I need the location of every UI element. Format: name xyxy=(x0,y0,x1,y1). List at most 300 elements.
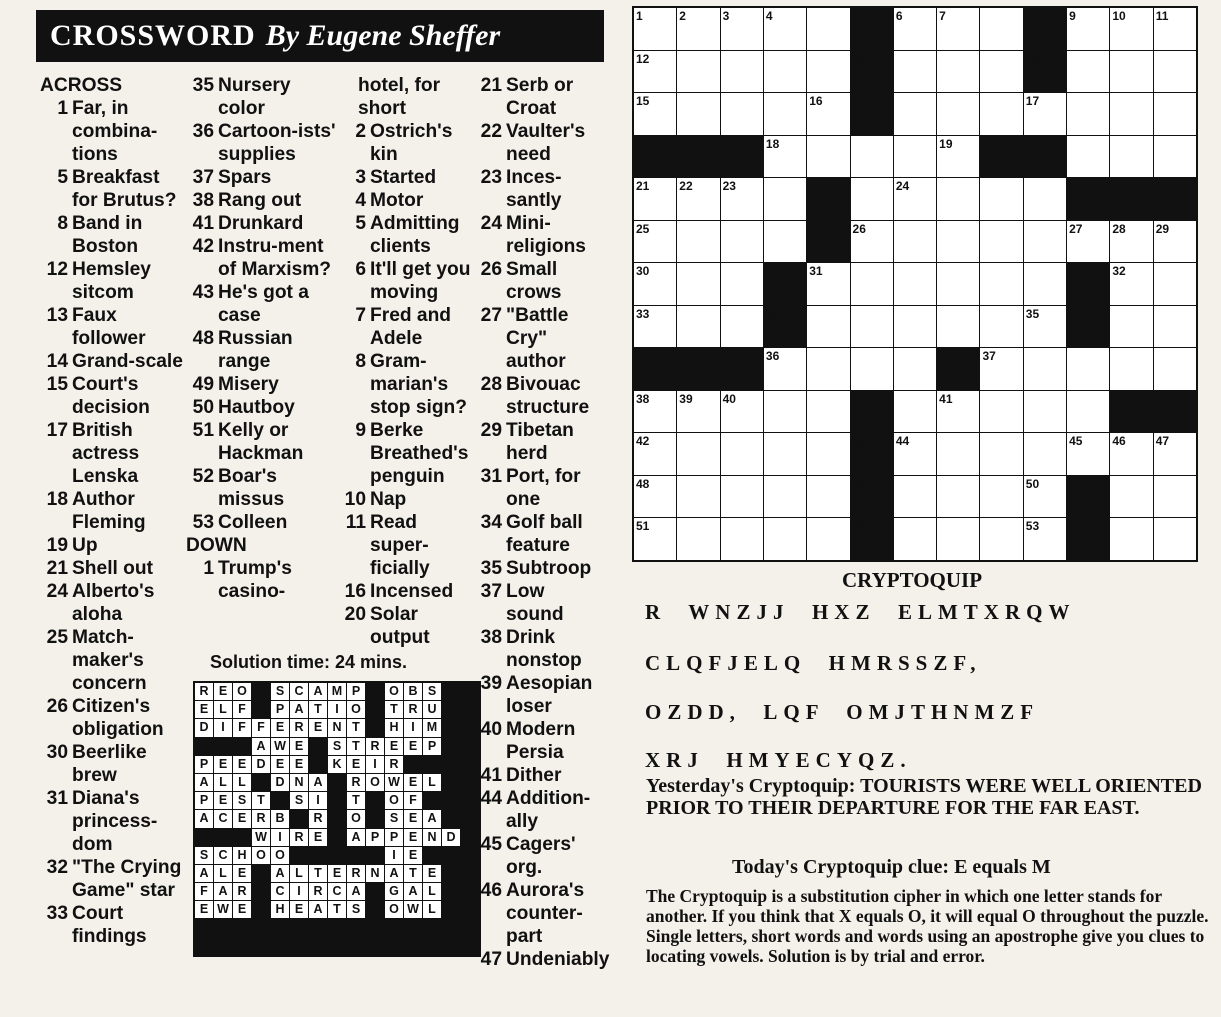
clue-number: 37 xyxy=(480,581,502,602)
grid-cell[interactable] xyxy=(894,8,936,50)
grid-cell[interactable] xyxy=(1067,93,1109,135)
grid-cell[interactable] xyxy=(807,476,849,518)
grid-cell[interactable] xyxy=(894,93,936,135)
grid-cell[interactable] xyxy=(807,8,849,50)
grid-cell[interactable] xyxy=(721,476,763,518)
clue-number: 5 xyxy=(355,213,366,234)
cell-number: 38 xyxy=(636,391,650,406)
cell-number: 33 xyxy=(636,306,650,321)
cryptoquip-clue: Today's Cryptoquip clue: E equals M xyxy=(732,856,1051,878)
solution-cell: S xyxy=(347,901,365,918)
solution-cell xyxy=(233,829,251,846)
clue-text: Ostrich's kin xyxy=(370,121,453,165)
grid-cell[interactable] xyxy=(980,178,1022,220)
grid-cell[interactable] xyxy=(851,348,893,390)
clue-text: British actress Lenska xyxy=(72,420,140,487)
grid-cell[interactable] xyxy=(764,8,806,50)
grid-cell[interactable] xyxy=(851,178,893,220)
solution-cell: R xyxy=(252,810,270,827)
solution-cell: R xyxy=(385,756,403,773)
solution-cell: F xyxy=(195,883,213,900)
clue-number: 24 xyxy=(480,213,502,234)
grid-cell[interactable] xyxy=(764,476,806,518)
clue-item xyxy=(338,603,472,649)
clue-text: Solar output xyxy=(370,604,430,648)
grid-cell[interactable] xyxy=(1154,221,1196,263)
grid-cell[interactable] xyxy=(634,93,676,135)
cell-number: 42 xyxy=(636,434,650,449)
grid-cell[interactable] xyxy=(721,8,763,50)
grid-cell[interactable] xyxy=(851,306,893,348)
cell-number: 48 xyxy=(636,476,650,491)
grid-cell[interactable] xyxy=(721,433,763,475)
grid-cell[interactable] xyxy=(937,518,979,560)
solution-cell: F xyxy=(404,792,422,809)
grid-cell[interactable] xyxy=(1067,136,1109,178)
grid-cell[interactable] xyxy=(937,476,979,518)
clue-item xyxy=(338,120,472,166)
grid-cell[interactable] xyxy=(1110,51,1152,93)
solution-cell: U xyxy=(423,701,441,718)
grid-cell[interactable] xyxy=(807,263,849,305)
cell-number: 12 xyxy=(636,51,650,66)
solution-cell: P xyxy=(195,756,213,773)
solution-cell: E xyxy=(290,738,308,755)
grid-cell[interactable] xyxy=(1024,306,1066,348)
grid-cell[interactable] xyxy=(980,51,1022,93)
grid-cell[interactable] xyxy=(894,476,936,518)
grid-cell[interactable] xyxy=(764,221,806,263)
solution-cell: O xyxy=(385,792,403,809)
cell-number: 1 xyxy=(636,9,643,23)
cell-number: 25 xyxy=(636,221,650,236)
clue-text: Undeniably xyxy=(506,949,610,970)
clue-text: Breakfast for Brutus? xyxy=(72,167,177,211)
grid-cell[interactable] xyxy=(1024,348,1066,390)
grid-cell[interactable] xyxy=(980,476,1022,518)
cell-number: 27 xyxy=(1069,221,1083,236)
solution-cell xyxy=(461,883,479,900)
clue-item xyxy=(474,419,604,465)
grid-cell[interactable] xyxy=(1067,391,1109,433)
grid-cell[interactable] xyxy=(894,433,936,475)
grid-cell[interactable] xyxy=(1067,8,1109,50)
grid-cell[interactable] xyxy=(677,433,719,475)
solution-cell xyxy=(328,774,346,791)
solution-cell xyxy=(290,919,308,936)
solution-cell xyxy=(309,938,327,955)
clue-item xyxy=(186,189,336,212)
solution-cell xyxy=(252,919,270,936)
grid-cell[interactable] xyxy=(807,93,849,135)
grid-cell[interactable] xyxy=(634,476,676,518)
solution-cell: A xyxy=(290,701,308,718)
grid-cell[interactable] xyxy=(677,306,719,348)
grid-cell[interactable] xyxy=(677,221,719,263)
clue-number: 48 xyxy=(192,328,214,349)
solution-cell xyxy=(366,919,384,936)
grid-cell[interactable] xyxy=(677,391,719,433)
clue-item xyxy=(474,166,604,212)
grid-cell[interactable] xyxy=(1024,263,1066,305)
solution-cell xyxy=(442,683,460,700)
grid-cell[interactable] xyxy=(764,518,806,560)
clue-number: 44 xyxy=(480,788,502,809)
clue-item xyxy=(40,166,186,212)
grid-cell[interactable] xyxy=(634,391,676,433)
clue-item xyxy=(474,879,604,948)
grid-cell[interactable] xyxy=(764,51,806,93)
grid-cell[interactable] xyxy=(894,391,936,433)
grid-cell[interactable] xyxy=(721,306,763,348)
grid-cell[interactable] xyxy=(980,348,1022,390)
grid-cell[interactable] xyxy=(721,93,763,135)
solution-cell xyxy=(366,810,384,827)
solution-cell xyxy=(366,883,384,900)
grid-cell[interactable] xyxy=(937,221,979,263)
grid-cell[interactable] xyxy=(1024,221,1066,263)
clue-text: Tibetan herd xyxy=(506,420,574,464)
solution-cell: S xyxy=(195,847,213,864)
clue-number: 52 xyxy=(192,466,214,487)
clue-number: 14 xyxy=(46,351,68,372)
clue-number: 7 xyxy=(355,305,366,326)
grid-cell[interactable] xyxy=(634,221,676,263)
grid-cell[interactable] xyxy=(937,178,979,220)
grid-cell[interactable] xyxy=(1110,93,1152,135)
black-square xyxy=(677,136,719,178)
clue-number: 51 xyxy=(192,420,214,441)
grid-cell[interactable] xyxy=(677,8,719,50)
clue-number: 13 xyxy=(46,305,68,326)
grid-cell[interactable] xyxy=(894,178,936,220)
grid-cell[interactable] xyxy=(894,518,936,560)
cell-number: 26 xyxy=(852,221,866,236)
grid-cell[interactable] xyxy=(894,263,936,305)
grid-cell[interactable] xyxy=(807,306,849,348)
solution-cell: N xyxy=(366,865,384,882)
grid-cell[interactable] xyxy=(1110,306,1152,348)
solution-cell: E xyxy=(271,719,289,736)
grid-cell[interactable] xyxy=(721,263,763,305)
grid-cell[interactable] xyxy=(851,221,893,263)
solution-cell: C xyxy=(214,810,232,827)
clue-text: Faux follower xyxy=(72,305,146,349)
grid-cell[interactable] xyxy=(937,93,979,135)
grid-cell[interactable] xyxy=(980,433,1022,475)
solution-cell: R xyxy=(290,829,308,846)
clue-item xyxy=(474,626,604,672)
clue-text: He's got a case xyxy=(218,282,309,326)
solution-cell: H xyxy=(271,901,289,918)
grid-cell[interactable] xyxy=(764,136,806,178)
solution-cell: E xyxy=(233,756,251,773)
solution-cell: A xyxy=(309,683,327,700)
grid-cell[interactable] xyxy=(1110,433,1152,475)
clue-text: Shell out xyxy=(72,558,154,579)
grid-cell[interactable] xyxy=(1110,348,1152,390)
grid-cell[interactable] xyxy=(980,8,1022,50)
clue-number: 16 xyxy=(344,581,366,602)
cell-number: 31 xyxy=(809,264,823,279)
grid-cell[interactable] xyxy=(1024,518,1066,560)
solution-cell xyxy=(252,938,270,955)
solution-cell: A xyxy=(214,883,232,900)
grid-cell[interactable] xyxy=(980,306,1022,348)
grid-cell[interactable] xyxy=(937,8,979,50)
clue-text: Cagers' org. xyxy=(506,834,576,878)
solution-cell: H xyxy=(233,847,251,864)
grid-cell[interactable] xyxy=(721,51,763,93)
grid-cell[interactable] xyxy=(851,263,893,305)
clue-text: Started xyxy=(370,167,437,188)
grid-cell[interactable] xyxy=(634,433,676,475)
grid-cell[interactable] xyxy=(807,518,849,560)
clue-number: 30 xyxy=(46,742,68,763)
grid-cell[interactable] xyxy=(980,518,1022,560)
cell-number: 13 xyxy=(852,51,866,66)
grid-cell[interactable] xyxy=(634,51,676,93)
grid-cell[interactable] xyxy=(1154,51,1196,93)
grid-cell[interactable] xyxy=(980,221,1022,263)
grid-cell[interactable] xyxy=(677,178,719,220)
grid-cell[interactable] xyxy=(634,8,676,50)
grid-cell[interactable] xyxy=(1154,348,1196,390)
grid-cell[interactable] xyxy=(1154,476,1196,518)
grid-cell[interactable] xyxy=(1110,136,1152,178)
grid-cell[interactable] xyxy=(937,433,979,475)
solution-cell xyxy=(214,738,232,755)
solution-cell: W xyxy=(214,901,232,918)
cell-number: 45 xyxy=(1069,434,1083,449)
black-square xyxy=(1067,518,1109,560)
grid-cell[interactable] xyxy=(677,476,719,518)
clue-text: Hemsley sitcom xyxy=(72,259,151,303)
grid-cell[interactable] xyxy=(1067,348,1109,390)
solution-cell: E xyxy=(195,901,213,918)
grid-cell[interactable] xyxy=(1154,136,1196,178)
grid-cell[interactable] xyxy=(1154,518,1196,560)
grid-cell[interactable] xyxy=(721,518,763,560)
solution-cell xyxy=(461,792,479,809)
solution-cell: W xyxy=(404,901,422,918)
black-square xyxy=(851,8,893,50)
grid-cell[interactable] xyxy=(1110,263,1152,305)
clue-number: 53 xyxy=(192,512,214,533)
solution-cell: G xyxy=(385,883,403,900)
solution-cell: E xyxy=(195,701,213,718)
grid-cell[interactable] xyxy=(634,306,676,348)
clue-item xyxy=(40,419,186,488)
black-square xyxy=(1024,136,1066,178)
clue-text: Bivouac structure xyxy=(506,374,590,418)
clue-number: 46 xyxy=(480,880,502,901)
solution-cell: D xyxy=(442,829,460,846)
solution-cell xyxy=(404,756,422,773)
clue-item xyxy=(40,488,186,534)
solution-cell xyxy=(366,792,384,809)
clue-item xyxy=(474,833,604,879)
solution-cell xyxy=(328,847,346,864)
clue-number: 21 xyxy=(46,558,68,579)
grid-cell[interactable] xyxy=(980,93,1022,135)
black-square xyxy=(807,221,849,263)
grid-cell[interactable] xyxy=(1067,221,1109,263)
clue-number: 21 xyxy=(480,75,502,96)
grid-cell[interactable] xyxy=(937,391,979,433)
grid-cell[interactable] xyxy=(721,221,763,263)
cell-number: 35 xyxy=(1025,306,1040,321)
solution-cell xyxy=(214,919,232,936)
black-square xyxy=(937,348,979,390)
grid-cell[interactable] xyxy=(980,391,1022,433)
clue-item xyxy=(40,580,186,626)
grid-cell[interactable] xyxy=(1154,93,1196,135)
clue-number: 9 xyxy=(355,420,366,441)
grid-cell[interactable] xyxy=(634,263,676,305)
clue-text: Aurora's counter-part xyxy=(506,880,585,947)
grid-cell[interactable] xyxy=(1024,476,1066,518)
solution-cell: C xyxy=(328,883,346,900)
solution-cell: A xyxy=(195,865,213,882)
solution-cell xyxy=(366,683,384,700)
solution-cell xyxy=(442,901,460,918)
grid-cell[interactable] xyxy=(634,518,676,560)
grid-cell[interactable] xyxy=(807,348,849,390)
clue-item xyxy=(186,419,336,465)
cryptoquip-instructions: The Cryptoquip is a substitution cipher in which one letter stands for another. If you think that X equals O, it will equal O throughout the puzzle. Single letters, short words and words using an apostrophe give you clues to locating vowels. Solution is by trial and error. xyxy=(646,886,1209,966)
solution-cell: E xyxy=(404,829,422,846)
cell-number: 17 xyxy=(1025,94,1040,109)
grid-cell[interactable] xyxy=(894,221,936,263)
solution-cell xyxy=(442,774,460,791)
grid-cell[interactable] xyxy=(894,51,936,93)
grid-cell[interactable] xyxy=(1024,93,1066,135)
cell-number: 6 xyxy=(895,9,903,23)
grid-cell[interactable] xyxy=(980,263,1022,305)
solution-cell xyxy=(290,847,308,864)
grid-cell[interactable] xyxy=(807,51,849,93)
grid-cell[interactable] xyxy=(1110,8,1152,50)
clue-text: Author Fleming xyxy=(72,489,146,533)
black-square xyxy=(1024,8,1066,50)
grid-cell[interactable] xyxy=(807,433,849,475)
grid-cell[interactable] xyxy=(894,136,936,178)
solution-cell xyxy=(442,738,460,755)
grid-cell[interactable] xyxy=(894,306,936,348)
clue-item xyxy=(40,902,186,948)
solution-cell: T xyxy=(252,792,270,809)
grid-cell[interactable] xyxy=(1154,8,1196,50)
cell-number: 15 xyxy=(636,94,650,109)
grid-cell[interactable] xyxy=(937,136,979,178)
clue-item xyxy=(40,97,186,166)
grid-cell[interactable] xyxy=(1110,518,1152,560)
clue-text: Serb or Croat xyxy=(506,75,574,119)
solution-cell xyxy=(252,901,270,918)
cryptoquip-line: XRJ HMYECYQZ. xyxy=(645,748,912,772)
grid-cell[interactable] xyxy=(1110,221,1152,263)
grid-cell[interactable] xyxy=(764,93,806,135)
clue-text: Citizen's obligation xyxy=(72,696,164,740)
grid-cell[interactable] xyxy=(721,178,763,220)
cell-number: 43 xyxy=(852,434,866,449)
grid-cell[interactable] xyxy=(1067,433,1109,475)
solution-cell: A xyxy=(252,738,270,755)
solution-cell xyxy=(442,865,460,882)
solution-cell: E xyxy=(233,810,251,827)
grid-cell[interactable] xyxy=(937,263,979,305)
black-square xyxy=(721,136,763,178)
solution-cell: M xyxy=(328,683,346,700)
solution-cell xyxy=(461,719,479,736)
clue-text: Kelly or Hackman xyxy=(218,420,304,464)
grid-cell[interactable] xyxy=(764,348,806,390)
solution-cell: I xyxy=(366,756,384,773)
clue-number: 6 xyxy=(355,259,366,280)
grid-cell[interactable] xyxy=(764,433,806,475)
solution-cell xyxy=(328,938,346,955)
solution-cell: E xyxy=(423,865,441,882)
grid-cell[interactable] xyxy=(764,391,806,433)
solution-cell xyxy=(366,938,384,955)
clue-item xyxy=(338,304,472,350)
grid-cell[interactable] xyxy=(807,136,849,178)
clue-text: Small crows xyxy=(506,259,562,303)
clue-item xyxy=(338,488,472,511)
grid-cell[interactable] xyxy=(677,518,719,560)
clue-text: Far, in combina-tions xyxy=(72,98,158,165)
grid-cell[interactable] xyxy=(677,263,719,305)
grid-cell[interactable] xyxy=(1024,391,1066,433)
clue-number: 47 xyxy=(480,949,502,970)
grid-cell[interactable] xyxy=(764,178,806,220)
grid-cell[interactable] xyxy=(1110,476,1152,518)
grid-cell[interactable] xyxy=(1024,178,1066,220)
clue-item xyxy=(40,695,186,741)
grid-cell[interactable] xyxy=(677,51,719,93)
solution-cell: K xyxy=(328,756,346,773)
solution-cell: M xyxy=(423,719,441,736)
grid-cell[interactable] xyxy=(937,306,979,348)
clue-text: It'll get you moving xyxy=(370,259,471,303)
solution-cell: E xyxy=(214,756,232,773)
black-square xyxy=(851,518,893,560)
grid-cell[interactable] xyxy=(894,348,936,390)
solution-cell: E xyxy=(290,756,308,773)
clue-item xyxy=(186,557,336,603)
grid-cell[interactable] xyxy=(1024,433,1066,475)
grid-cell[interactable] xyxy=(1067,51,1109,93)
grid-cell[interactable] xyxy=(851,136,893,178)
grid-cell[interactable] xyxy=(721,391,763,433)
solution-cell: E xyxy=(404,738,422,755)
clue-number: 8 xyxy=(355,351,366,372)
black-square xyxy=(764,306,806,348)
grid-cell[interactable] xyxy=(677,93,719,135)
clue-number: 41 xyxy=(480,765,502,786)
cell-number: 36 xyxy=(765,349,780,364)
grid-cell[interactable] xyxy=(1154,433,1196,475)
grid-cell[interactable] xyxy=(634,178,676,220)
clue-item xyxy=(186,281,336,327)
grid-cell[interactable] xyxy=(1154,306,1196,348)
grid-cell[interactable] xyxy=(937,51,979,93)
clue-number: 11 xyxy=(345,512,366,533)
solution-cell xyxy=(309,847,327,864)
grid-cell[interactable] xyxy=(807,391,849,433)
grid-cell[interactable] xyxy=(1154,263,1196,305)
